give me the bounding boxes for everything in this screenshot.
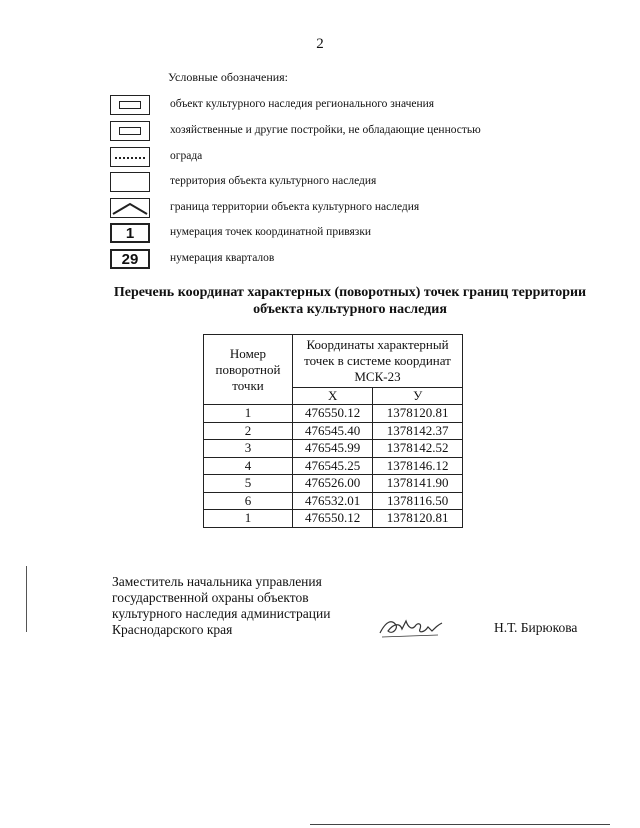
column-header-y: У [373,388,463,405]
coordinates-table [203,334,463,528]
column-header-x: X [293,388,373,405]
point-number-cell: 5 [204,475,293,493]
handwritten-signature [378,617,444,644]
coordinates-heading [60,284,640,318]
signatory-position [112,574,330,638]
point-number-cell: 2 [204,422,293,440]
y-coordinate-cell: 1378116.50 [373,492,463,510]
x-coordinate-cell: 476545.99 [293,440,373,458]
y-coordinate-cell: 1378142.52 [373,440,463,458]
y-coordinate-cell: 1378142.37 [373,422,463,440]
territory-symbol-icon [110,172,150,192]
legend-title: Условные обозначения: [168,70,289,84]
table-row [204,405,463,423]
legend-item [110,223,530,245]
legend-item [110,198,530,220]
heritage-object-symbol-icon [110,95,150,115]
table-row [204,475,463,493]
legend-label: ограда [170,150,203,162]
point-number-symbol-icon: 1 [110,223,150,243]
y-coordinate-cell: 1378120.81 [373,510,463,528]
boundary-line-icon [110,198,150,218]
position-line: культурного наследия администрации [112,606,331,621]
x-coordinate-cell: 476526.00 [293,475,373,493]
y-coordinate-cell: 1378146.12 [373,457,463,475]
y-coordinate-cell: 1378120.81 [373,405,463,423]
position-line: Заместитель начальника управления [112,574,322,589]
table-row [204,510,463,528]
heading-line: объекта культурного наследия [253,302,447,317]
outbuilding-symbol-icon [110,121,150,141]
column-header-point: Номер поворотной точки [204,335,293,405]
position-line: Краснодарского края [112,622,233,637]
legend-label: нумерация кварталов [170,252,275,264]
point-number-cell: 1 [204,405,293,423]
legend-item [110,147,530,169]
column-header-coordinates: Координаты характерный точек в системе координат МСК-23 [293,335,463,388]
legend-item [110,95,530,117]
point-number-cell: 3 [204,440,293,458]
table-row [204,440,463,458]
legend-label: хозяйственные и другие постройки, не обладающие ценностью [170,124,481,136]
signatory-name: Н.Т. Бирюкова [494,620,578,635]
table-row [204,422,463,440]
legend-label: территория объекта культурного наследия [170,175,377,187]
table-row [204,457,463,475]
point-number-cell: 1 [204,510,293,528]
x-coordinate-cell: 476550.12 [293,510,373,528]
page-number: 2 [316,36,324,52]
x-coordinate-cell: 476550.12 [293,405,373,423]
legend-label: объект культурного наследия регионального значения [170,98,435,110]
x-coordinate-cell: 476545.40 [293,422,373,440]
point-number-cell: 4 [204,457,293,475]
fence-dotted-line-icon [110,147,150,167]
heading-line: Перечень координат характерных (поворотных) точек границ территории [113,285,587,300]
position-line: государственной охраны объектов [112,590,309,605]
y-coordinate-cell: 1378141.90 [373,475,463,493]
footer-rule [310,824,610,825]
legend-label: граница территории объекта культурного наследия [170,201,420,213]
legend-label: нумерация точек координатной привязки [170,226,372,238]
margin-line [26,566,27,632]
legend-item [110,121,530,143]
legend-item [110,249,530,271]
point-number-cell: 6 [204,492,293,510]
block-number-symbol-icon: 29 [110,249,150,269]
x-coordinate-cell: 476532.01 [293,492,373,510]
legend-item [110,172,530,194]
x-coordinate-cell: 476545.25 [293,457,373,475]
table-row [204,492,463,510]
